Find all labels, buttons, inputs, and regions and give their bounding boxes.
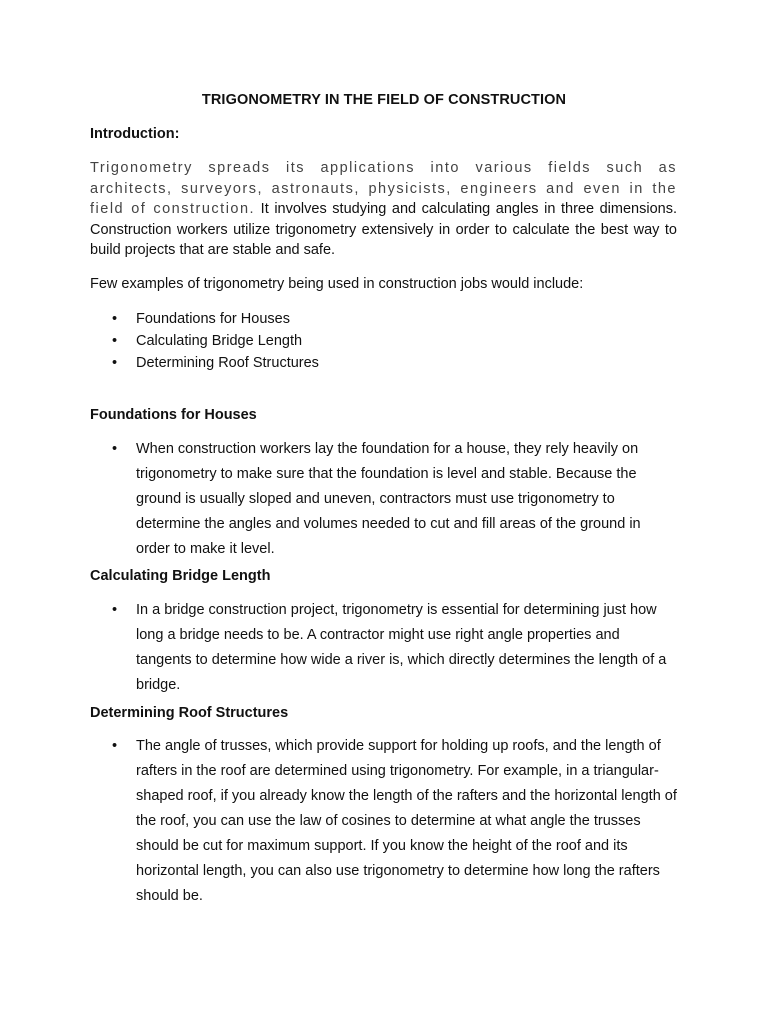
list-item-label: Foundations for Houses	[136, 311, 290, 327]
section-heading-roof: Determining Roof Structures	[90, 705, 289, 721]
intro-heading: Introduction:	[90, 126, 180, 142]
section-text: When construction workers lay the foundation for a house, they rely heavily on trigonometry to make sure that the foundation is level and stable. Because the ground is usually sloped and uneven, contractors must use trigonometry to determine the angles and volumes needed to cut and fill areas of the ground in order to make it level.	[136, 441, 641, 557]
section-text: In a bridge construction project, trigonometry is essential for determining just how long a bridge needs to be. A contractor might use right angle properties and tangents to determine how wide a river is, which directly determines the length of a bridge.	[136, 602, 667, 693]
list-item	[90, 308, 319, 330]
list-item-label: Calculating Bridge Length	[136, 333, 303, 349]
intro-paragraph-spaced-text: Trigonometry spreads its applications into various fields such as architects, surveyors, astronauts, physicists, engineers and even in the field of construction.	[90, 160, 677, 217]
list-item	[90, 330, 319, 352]
page-title: TRIGONOMETRY IN THE FIELD OF CONSTRUCTION	[201, 92, 567, 108]
section-heading-foundations: Foundations for Houses	[90, 407, 257, 423]
list-item-label: Determining Roof Structures	[136, 355, 319, 371]
bullet-icon: •	[112, 355, 118, 371]
bullet-icon: •	[112, 738, 118, 754]
section-list-roof	[90, 734, 677, 909]
list-item	[90, 734, 677, 909]
section-list-foundations	[90, 437, 677, 562]
examples-list	[90, 308, 319, 374]
list-item	[90, 598, 677, 698]
section-text: The angle of trusses, which provide support for holding up roofs, and the length of rafters in the roof are determined using trigonometry. For example, in a triangular-shaped roof, if you already know the length of the rafters and the horizontal length of the roof, you can use the law of cosines to determine at what angle the trusses should be cut for maximum support. If you know the height of the roof and its horizontal length, you can also use trigonometry to determine how long the rafters should be.	[136, 738, 677, 904]
bullet-icon: •	[112, 333, 118, 349]
section-heading-bridge: Calculating Bridge Length	[90, 568, 271, 584]
section-list-bridge	[90, 598, 677, 698]
bullet-icon: •	[112, 441, 118, 457]
examples-intro: Few examples of trigonometry being used in construction jobs would include:	[90, 276, 584, 292]
list-item	[90, 437, 677, 562]
list-item	[90, 352, 319, 374]
intro-paragraph-text: It involves studying and calculating angles in three dimensions. Construction workers utilize trigonometry extensively in order to calculate the best way to build projects that are stable and safe.	[90, 201, 677, 258]
bullet-icon: •	[112, 602, 118, 618]
intro-paragraph	[90, 158, 677, 261]
bullet-icon: •	[112, 311, 118, 327]
